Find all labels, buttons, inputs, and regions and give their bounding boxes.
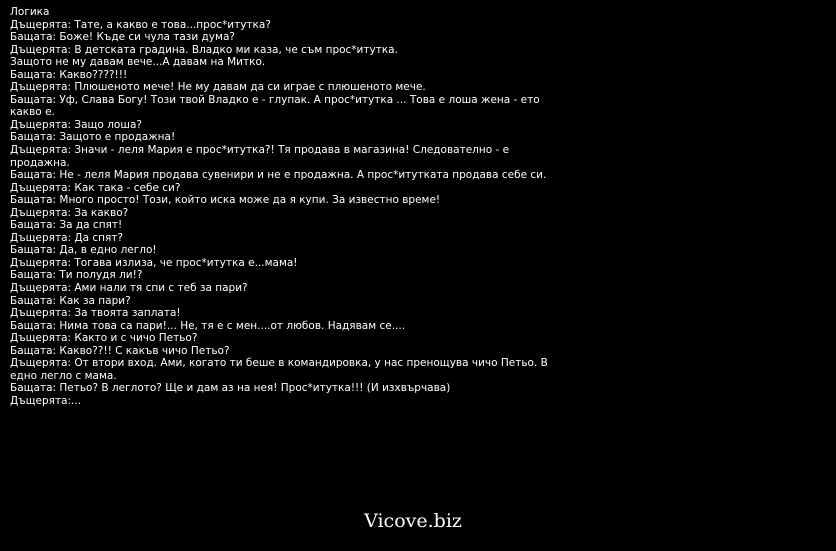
dialogue-line: Бащата: Уф, Слава Богу! Този твой Владко е - глупак. А прос*итутка ... Това е лоша жена - ето какво е. xyxy=(10,93,540,119)
dialogue-line: Дъщерята:... xyxy=(10,394,82,407)
dialogue-line: Дъщерята: За какво? xyxy=(10,206,129,219)
dialogue-line: Бащата: Петьо? В леглото? Ще и дам аз на нея! Прос*итутка!!! (И изхвърчава) xyxy=(10,382,451,395)
dialogue-line: Дъщерята: Тогава излиза, че прос*итутка е...мама! xyxy=(10,256,298,269)
site-watermark: Vicove.biz xyxy=(364,510,462,532)
dialogue-line: Дъщерята: Ами нали тя спи с теб за пари? xyxy=(10,282,248,295)
dialogue-line: Дъщерята: Плюшеното мече! Не му давам да си играе с плюшеното мече. xyxy=(10,81,426,94)
dialogue-line: Защото не му давам вече...А давам на Митко. xyxy=(10,56,266,69)
dialogue-line: Дъщерята: Как така - себе си? xyxy=(10,181,181,194)
dialogue-line: Дъщерята: Значи - леля Мария е прос*итутка?! Тя продава в магазина! Следователно - е продажна. xyxy=(10,144,510,169)
dialogue-line: Дъщерята: Защо лоша? xyxy=(10,118,142,131)
dialogue-line: Бащата: Как за пари? xyxy=(10,294,131,307)
dialogue-line: Бащата: Защото е продажна! xyxy=(10,131,176,144)
dialogue-line: Бащата: Много просто! Този, който иска може да я купи. За известно време! xyxy=(10,194,441,207)
dialogue-line: Бащата: Да, в едно легло! xyxy=(10,244,157,257)
dialogue-line: Дъщерята: Както и с чичо Петьо? xyxy=(10,332,198,345)
dialogue-line: Бащата: Какво??!! С какъв чичо Петьо? xyxy=(10,344,230,357)
dialogue-line: Дъщерята: В детската градина. Владко ми каза, че съм прос*итутка. xyxy=(10,43,398,56)
dialogue-line: Бащата: Какво????!!! xyxy=(10,68,128,81)
dialogue-line: Дъщерята: За твоята заплата! xyxy=(10,307,181,320)
dialogue-line: Бащата: Боже! Къде си чула тази дума? xyxy=(10,31,235,44)
dialogue-line: Бащата: Не - леля Мария продава сувенири и не е продажна. А прос*итутката продава себе си. xyxy=(10,169,547,182)
joke-text xyxy=(10,6,570,408)
dialogue-line: Бащата: Нима това са пари!... Не, тя е с мен....от любов. Надявам се.... xyxy=(10,319,406,332)
joke-title: Логика xyxy=(10,6,50,18)
dialogue-line: Дъщерята: От втори вход. Ами, когато ти беше в командировка, у нас пренощува чичо Петьо. В едно легло с мама. xyxy=(10,357,548,382)
dialogue-line: Дъщерята: Тате, а какво е това...прос*итутка? xyxy=(10,18,271,31)
dialogue-line: Бащата: Ти полудя ли!? xyxy=(10,269,143,282)
dialogue-line: Бащата: За да спят! xyxy=(10,219,123,232)
dialogue-line: Дъщерята: Да спят? xyxy=(10,231,123,244)
